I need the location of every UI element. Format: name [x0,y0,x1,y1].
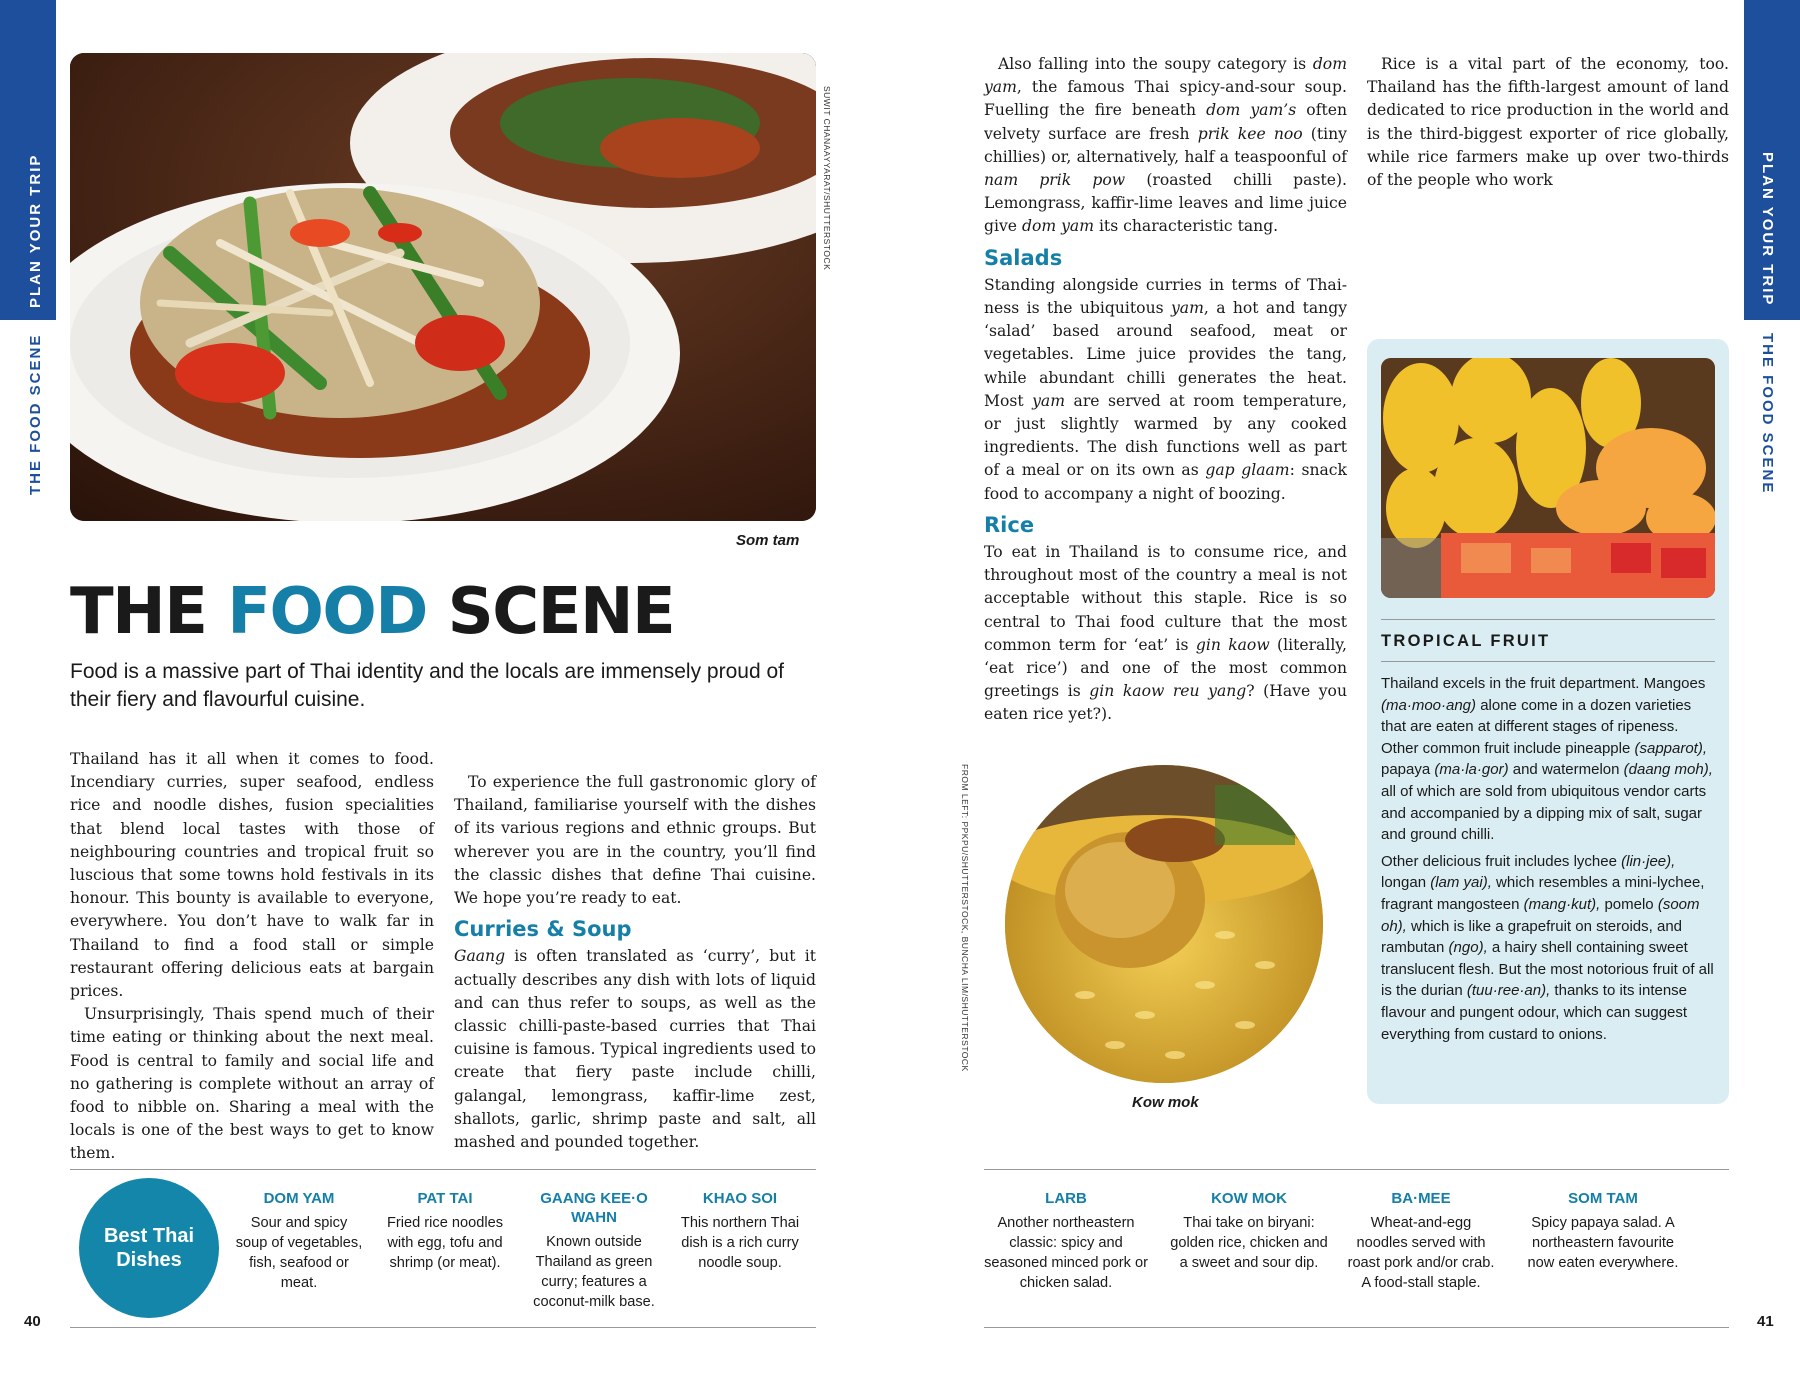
term: nam prik pow [984,171,1126,190]
section-label-left: PLAN YOUR TRIP [27,153,44,308]
curries-text: is often translated as ‘curry’, but it actually describes any dish with lots of liquid and can thus refer to soups, as well as the classic chilli-paste-based curries that Thai cuisine is famous. Typical ingredients used to create that fiery paste include chilli, galangal, lemongrass, kaffir-lime zest, shallots, garlic, shrimp paste and salt, all mashed and pounded together. [454,947,816,1152]
sidebar-paragraph-2 [1381,851,1717,1045]
term: (daang moh), [1623,761,1713,779]
term: (soom oh), [1381,895,1700,935]
column-4 [1367,53,1729,308]
salads-heading: Salads [984,245,1063,270]
photo-credit-2: FROM LEFT: PPKPU/SHUTTERSTOCK, BUNCHA LIM/SHUTTERSTOCK [960,764,970,1072]
term: dom yam [1021,217,1094,236]
t: a hairy shell containing sweet translucent flesh. But the most notorious fruit of all is the durian [1381,939,1714,1000]
dishes-rule-bottom-right [984,1327,1729,1328]
t: its characteristic tang. [1093,217,1279,236]
col1-paragraph-2: Unsurprisingly, Thais spend much of their time eating or thinking about the next meal. Food is central to family and social life and no gathering is complete without an array of food to nibble on. Sharing a meal with the locals is one of the best ways to get to know them. [70,1005,434,1163]
t: thanks to its intense flavour and pungent odour, which can suggest everything from custard to onions. [1381,982,1688,1043]
title-accent: FOOD [227,575,427,649]
salads-paragraph [984,274,1347,506]
tropical-fruit-photo [1381,358,1715,598]
dishes-rule-top-left [70,1169,816,1170]
dish-name: BA·MEE [1391,1190,1451,1207]
term: (ma·moo·ang) [1381,696,1477,714]
term: gap glaam [1205,461,1290,480]
photo-caption-2: Kow mok [1132,1094,1199,1111]
fruit-illustration [1381,358,1715,598]
dish-ba-mee [1347,1189,1495,1293]
dish-name: SOM TAM [1568,1190,1638,1207]
page-number-right: 41 [1757,1313,1774,1330]
t: Thailand excels in the fruit department. Mangoes [1381,675,1706,692]
t: , a hot and tangy ‘salad’ based around seafood, meat or vegetables. Lime juice provides the tang, while abundant chilli generates the heat. Most [984,299,1348,410]
t: often velvety surface are fresh [984,101,1347,143]
term: dom yam [984,55,1347,97]
column-3 [984,53,1347,733]
dish-name: DOM YAM [263,1190,335,1207]
dish-name: GAANG KEE·O WAHN [540,1190,648,1226]
sidebar-title: TROPICAL FRUIT [1381,632,1551,650]
term: (ngo), [1448,939,1488,957]
dishes-rule-bottom-left [70,1327,816,1328]
t: Also falling into the soupy category is [998,55,1313,73]
dish-som-tam [1520,1189,1686,1273]
dish-description: Known outside Thailand as green curry; features a coconut-milk base. [533,1234,655,1310]
term: (lin·jee), [1621,852,1676,870]
term: (mang·kut), [1523,895,1601,913]
dish-description: Another northeastern classic: spicy and seasoned minced pork or chicken salad. [984,1215,1148,1291]
term-gaang: Gaang [454,947,506,966]
term: gin kaow [1195,635,1270,654]
title-part-2: SCENE [426,575,675,649]
curries-heading: Curries & Soup [454,917,632,942]
t: (literally, ‘eat rice’) and one of the most common greetings is [984,635,1347,701]
dish-dom-yam [235,1189,363,1293]
dish-gaang-kee-o-wahn [525,1189,663,1312]
dish-kow-mok [1168,1189,1330,1273]
rice-heading: Rice [984,512,1035,537]
term: yam [1032,391,1066,410]
term: (lam yai), [1430,874,1492,892]
dishes-rule-top-right [984,1169,1729,1170]
term: (ma·la·gor) [1434,761,1509,779]
dish-description: Wheat-and-egg noodles served with roast pork and/or crab. A food-stall staple. [1347,1215,1495,1291]
kow-mok-illustration [1005,765,1323,1083]
dish-description: Fried rice noodles with egg, tofu and shrimp (or meat). [387,1215,503,1271]
dish-khao-soi [672,1189,808,1273]
rice-paragraph-1 [984,541,1347,727]
intro-text: Food is a massive part of Thai identity and the locals are immensely proud of their fiery and flavourful cuisine. [70,660,784,711]
best-dishes-badge: Best Thai Dishes [79,1178,219,1318]
t: (tiny chillies) or, alternatively, half a teaspoonful of [984,124,1347,166]
dish-description: Thai take on biryani: golden rice, chicken and a sweet and sour dip. [1170,1215,1328,1271]
dish-description: Spicy papaya salad. A northeastern favourite now eaten everywhere. [1527,1215,1679,1271]
t: To eat in Thailand is to consume rice, and throughout most of the country a meal is not acceptable without this staple. Rice is so central to Thai food culture that the most common term for ‘eat’ is [984,543,1347,654]
col1-paragraph-1: Thailand has it all when it comes to food. Incendiary curries, super seafood, endless rice and noodle dishes, fusion specialities that blend local tastes with those of neighbouring countries and tropical fruit so luscious that some towns hold festivals in its honour. This bounty is available to everyone, everywhere. You don’t have to walk far in Thailand to find a food stall or simple restaurant offering delicious eats at bargain prices. [70,750,434,1001]
t: are served at room temperature, or just slightly warmed by any cooked ingredients. The dish functions well as part of a meal or on its own as [984,391,1347,480]
dish-name: KHAO SOI [702,1190,778,1207]
t: ? (Have you eaten rice yet?). [984,682,1347,724]
t: all of which are sold from ubiquitous vendor carts and accompanied by a dipping mix of salt, sugar and ground chilli. [1381,782,1707,844]
dish-pat-tai [378,1189,512,1273]
t: and watermelon [1508,761,1624,779]
column-1 [70,748,434,1163]
t: which resembles a mini-lychee, fragrant mangosteen [1381,874,1705,913]
chapter-label-left: THE FOOD SCENE [27,333,44,495]
t: pomelo [1600,895,1658,913]
rice-paragraph-2: Rice is a vital part of the economy, too. Thailand has the fifth-largest amount of land dedicated to rice production in the world and is the third-biggest exporter of rice globally, while rice farmers make up over two-thirds of the people who work [1367,55,1729,190]
term: dom yam’s [1206,101,1297,120]
photo-credit-1: SUWIT CHANAAYYARAT/SHUTTERSTOCK [822,86,832,271]
term: gin kaow reu yang [1089,682,1247,701]
sidebar-body [1381,673,1717,1050]
dish-larb [984,1189,1148,1293]
t: Other delicious fruit includes lychee [1381,852,1622,870]
chapter-label-right: THE FOOD SCENE [1759,333,1776,495]
term: (sapparot), [1634,739,1708,757]
term: prik kee noo [1197,124,1303,143]
term: (tuu·ree·an), [1466,982,1551,1000]
dish-description: This northern Thai dish is a rich curry noodle soup. [680,1215,800,1271]
kow-mok-photo [1005,765,1323,1083]
dish-name: KOW MOK [1211,1190,1287,1207]
t: longan [1381,874,1431,892]
curries-paragraph-2 [984,53,1347,239]
t: alone come in a dozen varieties that are eaten at different stages of ripeness. Other common fruit include pineapple [1381,696,1692,757]
section-label-right: PLAN YOUR TRIP [1759,152,1776,307]
col2-paragraph-1: To experience the full gastronomic glory of Thailand, familiarise yourself with the dishes of its various regions and ethnic groups. But wherever you are in the country, you’ll find the classic dishes that define Thai cuisine. We hope you’re ready to eat. [454,773,816,908]
dish-description: Sour and spicy soup of vegetables, fish, seafood or meat. [235,1215,363,1291]
sidebar-paragraph-1 [1381,673,1717,846]
title-part-1: THE [70,575,228,649]
som-tam-photo [70,53,816,521]
t: (roasted chilli paste). Lemongrass, kaffir-lime leaves and lime juice give [984,171,1347,236]
curries-paragraph-1 [454,945,816,1154]
sidebar-rule-bottom [1381,661,1715,662]
t: , the famous Thai spicy-and-sour soup. Fuelling the fire beneath [984,78,1347,120]
term: yam [1170,299,1204,318]
page-title [70,575,675,649]
column-2 [454,771,816,1152]
t: Standing alongside curries in terms of Thai-ness is the ubiquitous [984,275,1347,318]
t: : snack food to accompany a night of boozing. [984,461,1347,503]
t: which is like a grapefruit on steroids, and rambutan [1381,917,1683,957]
dish-name: LARB [1045,1190,1087,1207]
photo-caption-1: Som tam [736,532,800,549]
t: papaya [1381,761,1435,779]
page-number-left: 40 [24,1313,41,1330]
tropical-fruit-sidebar [1367,339,1729,1104]
som-tam-illustration [70,53,816,521]
dish-name: PAT TAI [417,1190,473,1207]
sidebar-rule-top [1381,619,1715,620]
